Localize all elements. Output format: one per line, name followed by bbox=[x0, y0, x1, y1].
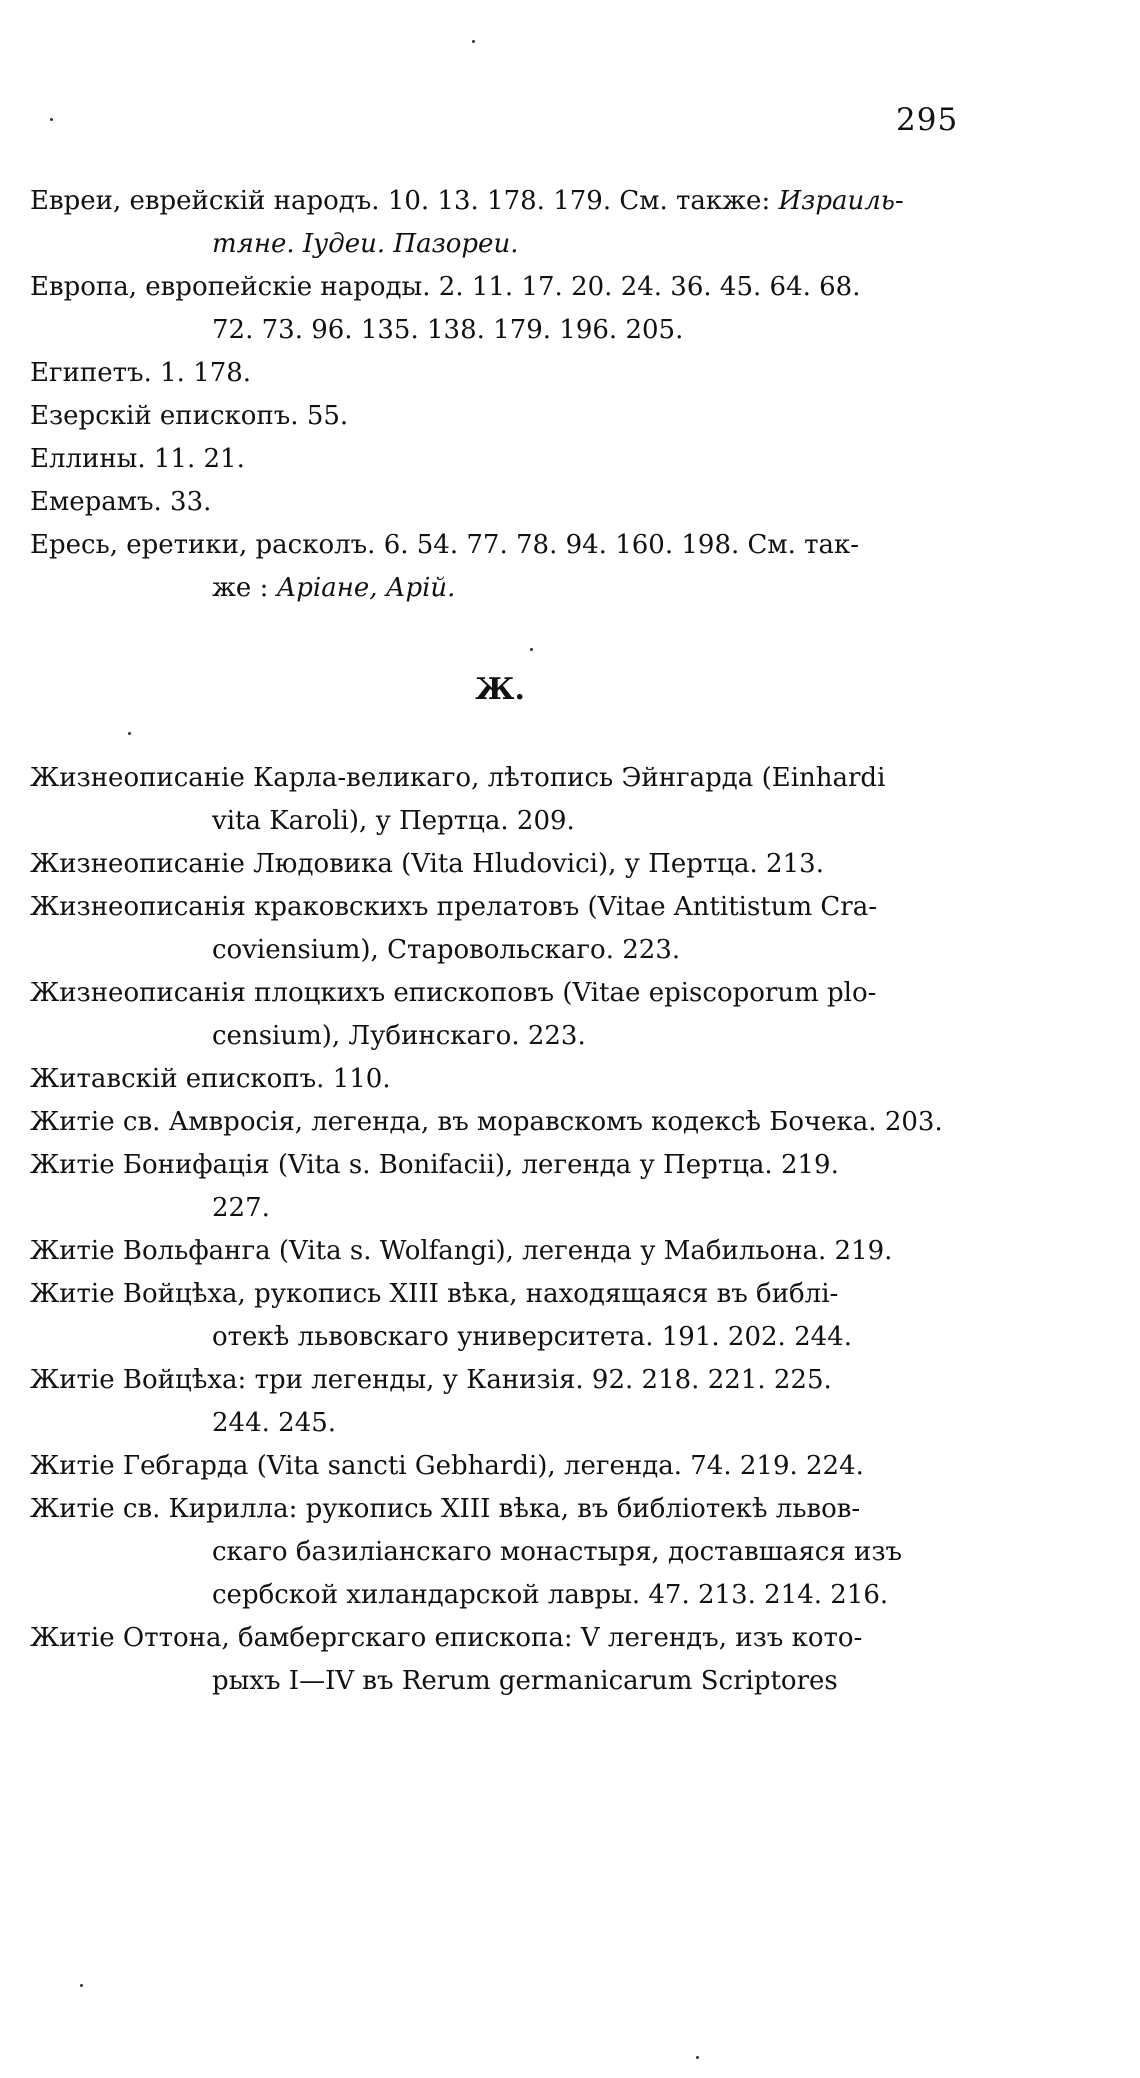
entry-continuation bbox=[30, 567, 954, 610]
entry-text: Житіе Войцѣха: три легенды, у Канизія. 92. 218. 221. 225. bbox=[30, 1365, 832, 1395]
entry-text: Житіе Бонифація (Vita s. Bonifacii), легенда у Пертца. 219. bbox=[30, 1150, 839, 1180]
index-entry bbox=[30, 1144, 954, 1230]
index-entry bbox=[30, 1230, 954, 1273]
entry-text: Емерамъ. 33. bbox=[30, 487, 212, 517]
index-entry bbox=[30, 972, 954, 1058]
section-heading: Ж. bbox=[475, 672, 525, 707]
entry-text: Жизнеописаніе Карла-великаго, лѣтопись Эйнгарда (Einhardi bbox=[30, 763, 886, 793]
index-entry bbox=[30, 757, 954, 843]
entry-continuation: 227. bbox=[212, 1193, 270, 1223]
entry-text: Житіе св. Амвросія, легенда, въ моравскомъ кодексѣ Бочека. 203. bbox=[30, 1107, 943, 1137]
entry-text: Еллины. 11. 21. bbox=[30, 444, 245, 474]
index-entry bbox=[30, 1445, 954, 1488]
page-number: 295 bbox=[896, 102, 959, 138]
entry-text: Жизнеописанія плоцкихъ епископовъ (Vitae episcoporum plo- bbox=[30, 978, 877, 1008]
scan-speck bbox=[472, 40, 475, 43]
scan-speck bbox=[80, 1984, 83, 1987]
entry-text: Египетъ. 1. 178. bbox=[30, 358, 252, 388]
entry-text: Житавскій епископъ. 110. bbox=[30, 1064, 391, 1094]
index-entry bbox=[30, 1359, 954, 1445]
entry-continuation: 72. 73. 96. 135. 138. 179. 196. 205. bbox=[212, 315, 684, 345]
index-entry bbox=[30, 886, 954, 972]
entry-continuation: отекѣ львовскаго университета. 191. 202. 244. bbox=[212, 1322, 852, 1352]
index-entry bbox=[30, 180, 954, 266]
entry-reference: Аріане, Арій. bbox=[276, 573, 456, 603]
index-section-e bbox=[30, 180, 954, 610]
entry-continuation: сербской хиландарской лавры. 47. 213. 214. 216. bbox=[212, 1580, 889, 1610]
index-entry bbox=[30, 1488, 954, 1617]
entry-text: Жизнеописаніе Людовика (Vita Hludovici), у Пертца. 213. bbox=[30, 849, 824, 879]
entry-text: Европа, европейскіе народы. 2. 11. 17. 20. 24. 36. 45. 64. 68. bbox=[30, 272, 861, 302]
index-entry bbox=[30, 524, 954, 610]
entry-continuation: censium), Лубинскаго. 223. bbox=[212, 1021, 586, 1051]
entry-continuation-plain: же : bbox=[212, 573, 277, 603]
entry-continuation: vita Karoli), у Пертца. 209. bbox=[212, 806, 575, 836]
entry-text: Езерскій епископъ. 55. bbox=[30, 401, 349, 431]
index-entry bbox=[30, 1273, 954, 1359]
index-section-zh bbox=[30, 757, 954, 1703]
index-entry bbox=[30, 438, 954, 481]
scan-speck bbox=[128, 732, 131, 735]
index-entry bbox=[30, 266, 954, 352]
scan-speck bbox=[50, 118, 53, 121]
entry-text: Ересь, еретики, расколъ. 6. 54. 77. 78. 94. 160. 198. См. так- bbox=[30, 530, 860, 560]
entry-text: Житіе Оттона, бамбергскаго епископа: V легендъ, изъ кото- bbox=[30, 1623, 863, 1653]
index-entry bbox=[30, 1617, 954, 1703]
entry-text: Житіе Гебгарда (Vita sancti Gebhardi), легенда. 74. 219. 224. bbox=[30, 1451, 864, 1481]
index-entry bbox=[30, 481, 954, 524]
scan-speck bbox=[696, 2056, 699, 2059]
entry-continuation: скаго базиліанскаго монастыря, доставшаяся изъ bbox=[212, 1537, 903, 1567]
index-entry bbox=[30, 1101, 954, 1144]
index-entry bbox=[30, 395, 954, 438]
entry-text: Жизнеописанія краковскихъ прелатовъ (Vitae Antitistum Cra- bbox=[30, 892, 878, 922]
entry-reference: Израиль- bbox=[778, 186, 904, 216]
entry-continuation: рыхъ I—IV въ Rerum germanicarum Scriptores bbox=[212, 1666, 838, 1696]
entry-text: Житіе Войцѣха, рукопись XIII вѣка, находящаяся въ библі- bbox=[30, 1279, 839, 1309]
index-entry bbox=[30, 843, 954, 886]
entry-text: Житіе св. Кирилла: рукопись XIII вѣка, въ библіотекѣ львов- bbox=[30, 1494, 861, 1524]
entry-text: Житіе Вольфанга (Vita s. Wolfangi), легенда у Мабильона. 219. bbox=[30, 1236, 893, 1266]
scan-speck bbox=[530, 648, 533, 651]
entry-text: Евреи, еврейскій народъ. 10. 13. 178. 179. См. также: bbox=[30, 186, 779, 216]
index-entry bbox=[30, 352, 954, 395]
index-entry bbox=[30, 1058, 954, 1101]
entry-continuation: coviensium), Старовольскаго. 223. bbox=[212, 935, 681, 965]
entry-continuation: тяне. Іудеи. Пазореи. bbox=[212, 229, 519, 259]
entry-continuation: 244. 245. bbox=[212, 1408, 337, 1438]
